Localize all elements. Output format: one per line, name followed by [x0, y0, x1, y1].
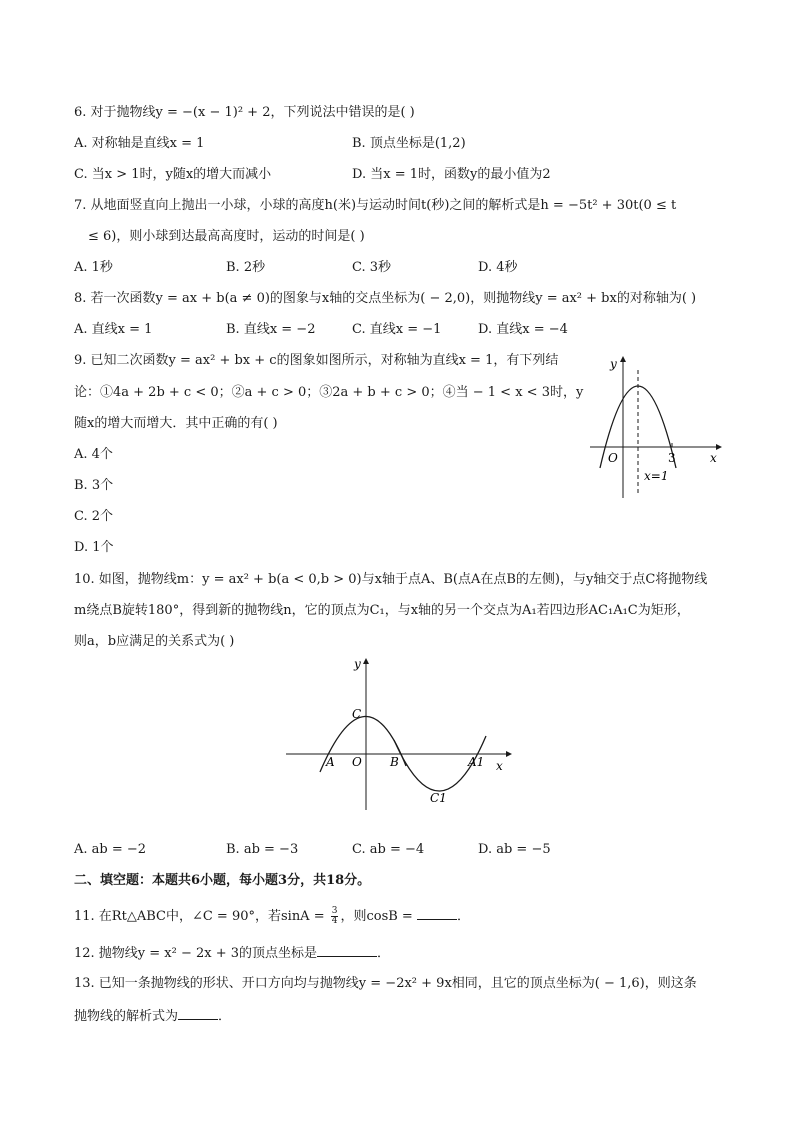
q10-option-a: A. ab = −2 — [74, 842, 147, 857]
q9-x-arrow — [716, 444, 722, 450]
q11-text-end: ． — [456, 909, 470, 924]
q11-text-before: 11. 在Rt△ABC中，∠C = 90°，若sinA = — [74, 909, 329, 924]
q9-option-c: C. 2个 — [74, 509, 114, 524]
q10-x-label: x — [496, 759, 503, 773]
q10-stem-line3: 则a，b应满足的关系式为( ) — [74, 634, 235, 649]
q9-y-label: y — [610, 357, 617, 371]
q7-stem-line2: ≤ 6)，则小球到达最高高度时，运动的时间是( ) — [88, 229, 365, 244]
q6-option-a: A. 对称轴是直线x = 1 — [74, 136, 205, 151]
q10-label-c: C — [352, 707, 362, 721]
q13-text-before: 抛物线的解析式为 — [74, 1009, 179, 1024]
q8-option-b: B. 直线x = −2 — [226, 322, 316, 337]
q11-text-after: ，则cosB = — [340, 909, 417, 924]
q10-label-a: A — [326, 755, 335, 769]
q9-y-arrow — [620, 356, 626, 362]
q12-text-before: 12. 抛物线y = x² − 2x + 3的顶点坐标是 — [74, 946, 318, 961]
q9-stem-line3: 随x的增大而增大．其中正确的有( ) — [74, 416, 278, 431]
q9-x-label: x — [710, 451, 717, 465]
q7-stem-line1: 7. 从地面竖直向上抛出一小球，小球的高度h(米)与运动时间t(秒)之间的解析式是h = −5t² + 30t(0 ≤ t — [74, 198, 677, 213]
q10-y-label: y — [354, 657, 361, 671]
q7-option-b: B. 2秒 — [226, 260, 266, 275]
q10-option-b: B. ab = −3 — [226, 842, 299, 857]
q11-frac-den: 4 — [331, 916, 338, 926]
q10-label-b: B — [390, 755, 399, 769]
q12-stem — [74, 944, 390, 963]
q9-symmetry-label: x=1 — [644, 469, 669, 483]
q11-frac-num: 3 — [331, 906, 338, 916]
q13-answer-blank[interactable] — [178, 1007, 218, 1020]
q9-stem-line1: 9. 已知二次函数y = ax² + bx + c的图象如图所示，对称轴为直线x = 1，有下列结 — [74, 353, 559, 368]
q6-option-d: D. 当x = 1时，函数y的最小值为2 — [352, 167, 551, 182]
q12-text-end: ． — [377, 946, 391, 961]
q9-stem-line2: 论：①4a + 2b + c < 0；②a + c > 0；③2a + b + c > 0；④当 − 1 < x < 3时，y — [74, 385, 584, 400]
q10-label-a1: A1 — [468, 755, 485, 769]
q9-option-b: B. 3个 — [74, 478, 114, 493]
q8-option-a: A. 直线x = 1 — [74, 322, 153, 337]
q10-x-arrow — [506, 751, 512, 757]
q10-label-o: O — [352, 755, 362, 769]
q8-option-d: D. 直线x = −4 — [478, 322, 568, 337]
q13-stem-line2 — [74, 1007, 231, 1026]
q11-fraction — [331, 907, 339, 926]
q10-stem-line1: 10. 如图，抛物线m：y = ax² + b(a < 0,b > 0)与x轴于点A、B(点A在点B的左侧)，与y轴交于点C将抛物线 — [74, 572, 708, 587]
q8-option-c: C. 直线x = −1 — [352, 322, 442, 337]
q12-answer-blank[interactable] — [317, 944, 377, 957]
q10-parabola-figure — [280, 654, 520, 814]
q11-stem — [74, 907, 470, 926]
q11-answer-blank[interactable] — [417, 907, 457, 920]
q9-origin-label: O — [608, 451, 618, 465]
q13-stem-line1: 13. 已知一条抛物线的形状、开口方向均与抛物线y = −2x² + 9x相同，且它的顶点坐标为( − 1,6)，则这条 — [74, 976, 697, 991]
q10-label-c1: C1 — [430, 791, 447, 805]
q7-option-d: D. 4秒 — [478, 260, 518, 275]
q7-option-a: A. 1秒 — [74, 260, 113, 275]
q10-option-c: C. ab = −4 — [352, 842, 425, 857]
q9-parabola-figure — [586, 350, 726, 500]
q8-stem: 8. 若一次函数y = ax + b(a ≠ 0)的图象与x轴的交点坐标为( − 2,0)，则抛物线y = ax² + bx的对称轴为( ) — [74, 291, 697, 306]
q10-option-d: D. ab = −5 — [478, 842, 551, 857]
q9-option-d: D. 1个 — [74, 540, 114, 555]
q9-tick-label: 3 — [668, 451, 676, 465]
q10-y-arrow — [363, 658, 369, 664]
q6-option-b: B. 顶点坐标是(1,2) — [352, 136, 466, 151]
q10-stem-line2: m绕点B旋转180°，得到新的抛物线n，它的顶点为C₁，与x轴的另一个交点为A₁若四边形AC₁A₁C为矩形， — [74, 603, 690, 618]
q9-option-a: A. 4个 — [74, 447, 113, 462]
q13-text-end: ． — [218, 1009, 232, 1024]
q6-stem: 6. 对于抛物线y = −(x − 1)² + 2，下列说法中错误的是( ) — [74, 105, 415, 120]
section-2-heading: 二、填空题：本题共6小题，每小题3分，共18分。 — [74, 873, 371, 888]
q7-option-c: C. 3秒 — [352, 260, 392, 275]
q6-option-c: C. 当x > 1时，y随x的增大而减小 — [74, 167, 272, 182]
